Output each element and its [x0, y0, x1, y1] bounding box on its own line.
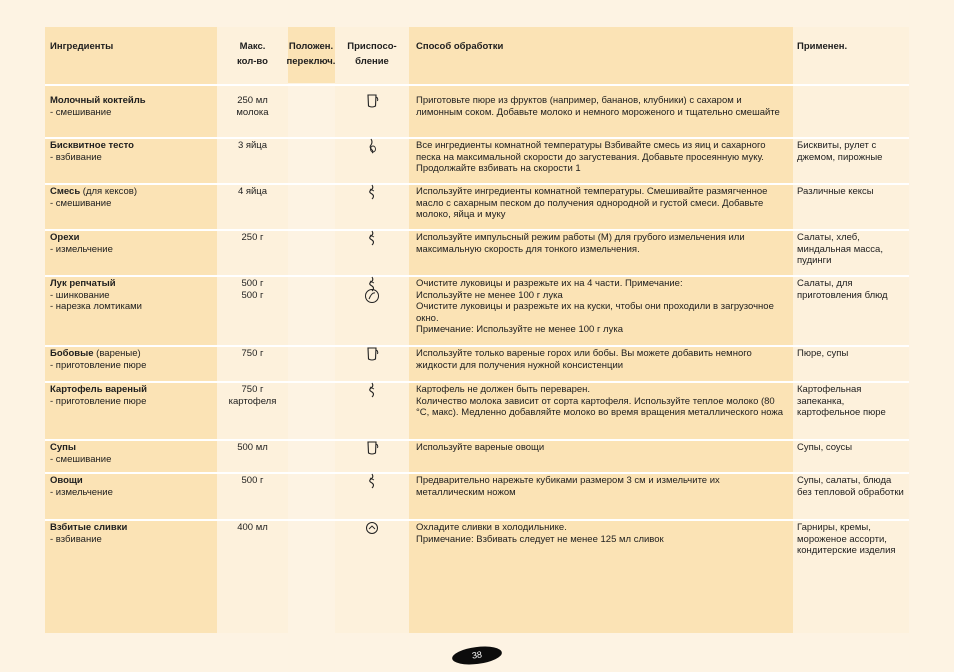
usage-cell: Картофельная запеканка, картофельное пюре: [797, 384, 886, 419]
method-cell: Картофель не должен быть переварен. Количество молока зависит от сорта картофеля. Используйте теплое молоко (80 °С, макс). Медленно добавляйте молоко во время вращения металлического ножа: [416, 384, 784, 419]
table-row: [45, 475, 909, 517]
ingredient-name: Молочный коктейль: [50, 95, 146, 106]
method-cell: Используйте импульсный режим работы (М) для грубого измельчения или максимальную скорость для тонкого измельчения.: [416, 232, 745, 255]
amount-cell: 750 г картофеля: [228, 384, 277, 407]
method-cell: Предварительно нарежьте кубиками размером 3 см и измельчите их металлическим ножом: [416, 475, 720, 498]
blender-cup-icon: [363, 92, 381, 110]
ingredient-action: - измельчение: [50, 486, 113, 498]
ingredient-name: Овощи: [50, 475, 83, 486]
header-method: Способ обработки: [416, 41, 504, 52]
row-separator: [45, 381, 909, 383]
header-separator: [45, 84, 909, 86]
usage-cell: Различные кексы: [797, 186, 874, 197]
header-attachment: Приспосо- бление: [347, 41, 397, 67]
row-separator: [45, 229, 909, 231]
s-blade-icon: [363, 183, 381, 201]
recipe-table: [45, 27, 909, 633]
ingredient-cell: [50, 186, 215, 209]
usage-cell: Салаты, хлеб, миндальная масса, пудинги: [797, 232, 883, 267]
table-row: [45, 186, 909, 227]
ingredient-note: (вареные): [93, 348, 141, 359]
whisk-blade-icon: [363, 137, 381, 155]
amount-cell: 4 яйца: [237, 186, 268, 197]
row-separator: [45, 183, 909, 185]
usage-cell: Салаты, для приготовления блюд: [797, 278, 888, 301]
table-row: [45, 278, 909, 343]
row-separator: [45, 137, 909, 139]
method-cell: Используйте только вареные горох или бобы. Вы можете добавить немного жидкости для получения нужной консистенции: [416, 348, 752, 371]
ingredient-action: - приготовление пюре: [50, 359, 147, 371]
s-blade-icon: [363, 229, 381, 247]
ingredient-cell: [50, 278, 215, 313]
amount-cell: 3 яйца: [237, 140, 268, 151]
method-cell: Используйте ингредиенты комнатной температуры. Смешивайте размягченное масло с сахарным песком до получения однородной и густой смеси. Добавьте молоко, яйца и муку: [416, 186, 768, 221]
row-separator: [45, 472, 909, 474]
header-max-amount: Макс. кол-во: [237, 41, 268, 67]
row-separator: [45, 345, 909, 347]
ingredient-action: - взбивание: [50, 533, 102, 545]
ingredient-name: Картофель вареный: [50, 384, 147, 395]
table-header: [45, 27, 909, 83]
page-number-badge: 38: [451, 644, 503, 667]
s-blade-icon: [363, 472, 381, 490]
amount-cell: 250 г: [241, 232, 264, 243]
ingredient-action: - смешивание: [50, 197, 112, 209]
method-cell: Все ингредиенты комнатной температуры Взбивайте смесь из яиц и сахарного песка на максимальной скорости до загустевания. Добавьте просеянную муку. Продолжайте взбивать на скорости 1: [416, 140, 766, 175]
ingredient-name: Взбитые сливки: [50, 522, 128, 533]
blender-cup-icon: [363, 439, 381, 457]
table-row: [45, 232, 909, 273]
method-cell: Приготовьте пюре из фруктов (например, бананов, клубники) с сахаром и лимонным соком. Добавьте молоко и немного мороженого и тщательно смешайте: [416, 95, 780, 118]
amount-cell: 250 мл молока: [236, 95, 269, 118]
ingredient-cell: [50, 384, 215, 407]
table-row: [45, 348, 909, 379]
table-row: [45, 442, 909, 470]
usage-cell: Супы, салаты, блюда без тепловой обработки: [797, 475, 904, 498]
amount-cell: 750 г: [241, 348, 264, 359]
s-blade-icon: [363, 381, 381, 399]
row-separator: [45, 275, 909, 277]
ingredient-action: - смешивание: [50, 106, 112, 118]
ingredient-cell: [50, 522, 215, 545]
table-row: [45, 95, 909, 135]
ingredient-name: Орехи: [50, 232, 80, 243]
ingredient-cell: [50, 348, 215, 371]
table-row: [45, 522, 909, 633]
usage-cell: Бисквиты, рулет с джемом, пирожные: [797, 140, 883, 163]
slicing-disc-icon: [363, 287, 381, 305]
method-cell: Охладите сливки в холодильнике. Примечание: Взбивать следует не менее 125 мл сливок: [416, 522, 664, 545]
ingredient-name: Бобовые: [50, 348, 94, 359]
ingredient-cell: [50, 140, 215, 163]
amount-cell: 400 мл: [237, 522, 268, 533]
ingredient-name: Смесь: [50, 186, 81, 197]
amount-cell: 500 мл: [237, 442, 268, 453]
method-cell: Очистите луковицы и разрежьте их на 4 части. Примечание: Используйте не менее 100 г лука Очистите луковицы и разрежьте их на куски, чтобы они проходили в загрузочное окно. Примечание: Используйте не менее 100 г лука: [416, 278, 774, 336]
ingredient-action: - измельчение: [50, 243, 113, 255]
row-separator: [45, 519, 909, 521]
blender-cup-icon: [363, 345, 381, 363]
ingredient-cell: [50, 95, 215, 118]
table-row: [45, 140, 909, 181]
ingredient-action: - смешивание: [50, 453, 112, 465]
header-ingredients: Ингредиенты: [50, 41, 114, 52]
amount-cell: 500 г: [241, 475, 264, 486]
usage-cell: Пюре, супы: [797, 348, 849, 359]
row-separator: [45, 439, 909, 441]
usage-cell: Супы, соусы: [797, 442, 853, 453]
ingredient-action: - приготовление пюре: [50, 395, 147, 407]
ingredient-action: - взбивание: [50, 151, 102, 163]
ingredient-cell: [50, 475, 215, 498]
ingredient-name: Лук репчатый: [50, 278, 116, 289]
table-row: [45, 384, 909, 437]
header-usage: Применен.: [797, 41, 848, 52]
method-cell: Используйте вареные овощи: [416, 442, 545, 453]
ingredient-name: Бисквитное тесто: [50, 140, 134, 151]
ingredient-name: Супы: [50, 442, 76, 453]
usage-cell: Гарниры, кремы, мороженое ассорти, кондитерские изделия: [797, 522, 896, 557]
ingredient-action: - нарезка ломтиками: [50, 301, 142, 313]
amount-cell: 500 г 500 г: [241, 278, 264, 301]
whisk-disc-icon: [363, 519, 381, 537]
ingredient-note: (для кексов): [80, 186, 138, 197]
header-switch-position: Положен. переключ.: [286, 41, 336, 67]
ingredient-cell: [50, 442, 215, 465]
ingredient-cell: [50, 232, 215, 255]
ingredient-action: - шинкование: [50, 289, 110, 301]
